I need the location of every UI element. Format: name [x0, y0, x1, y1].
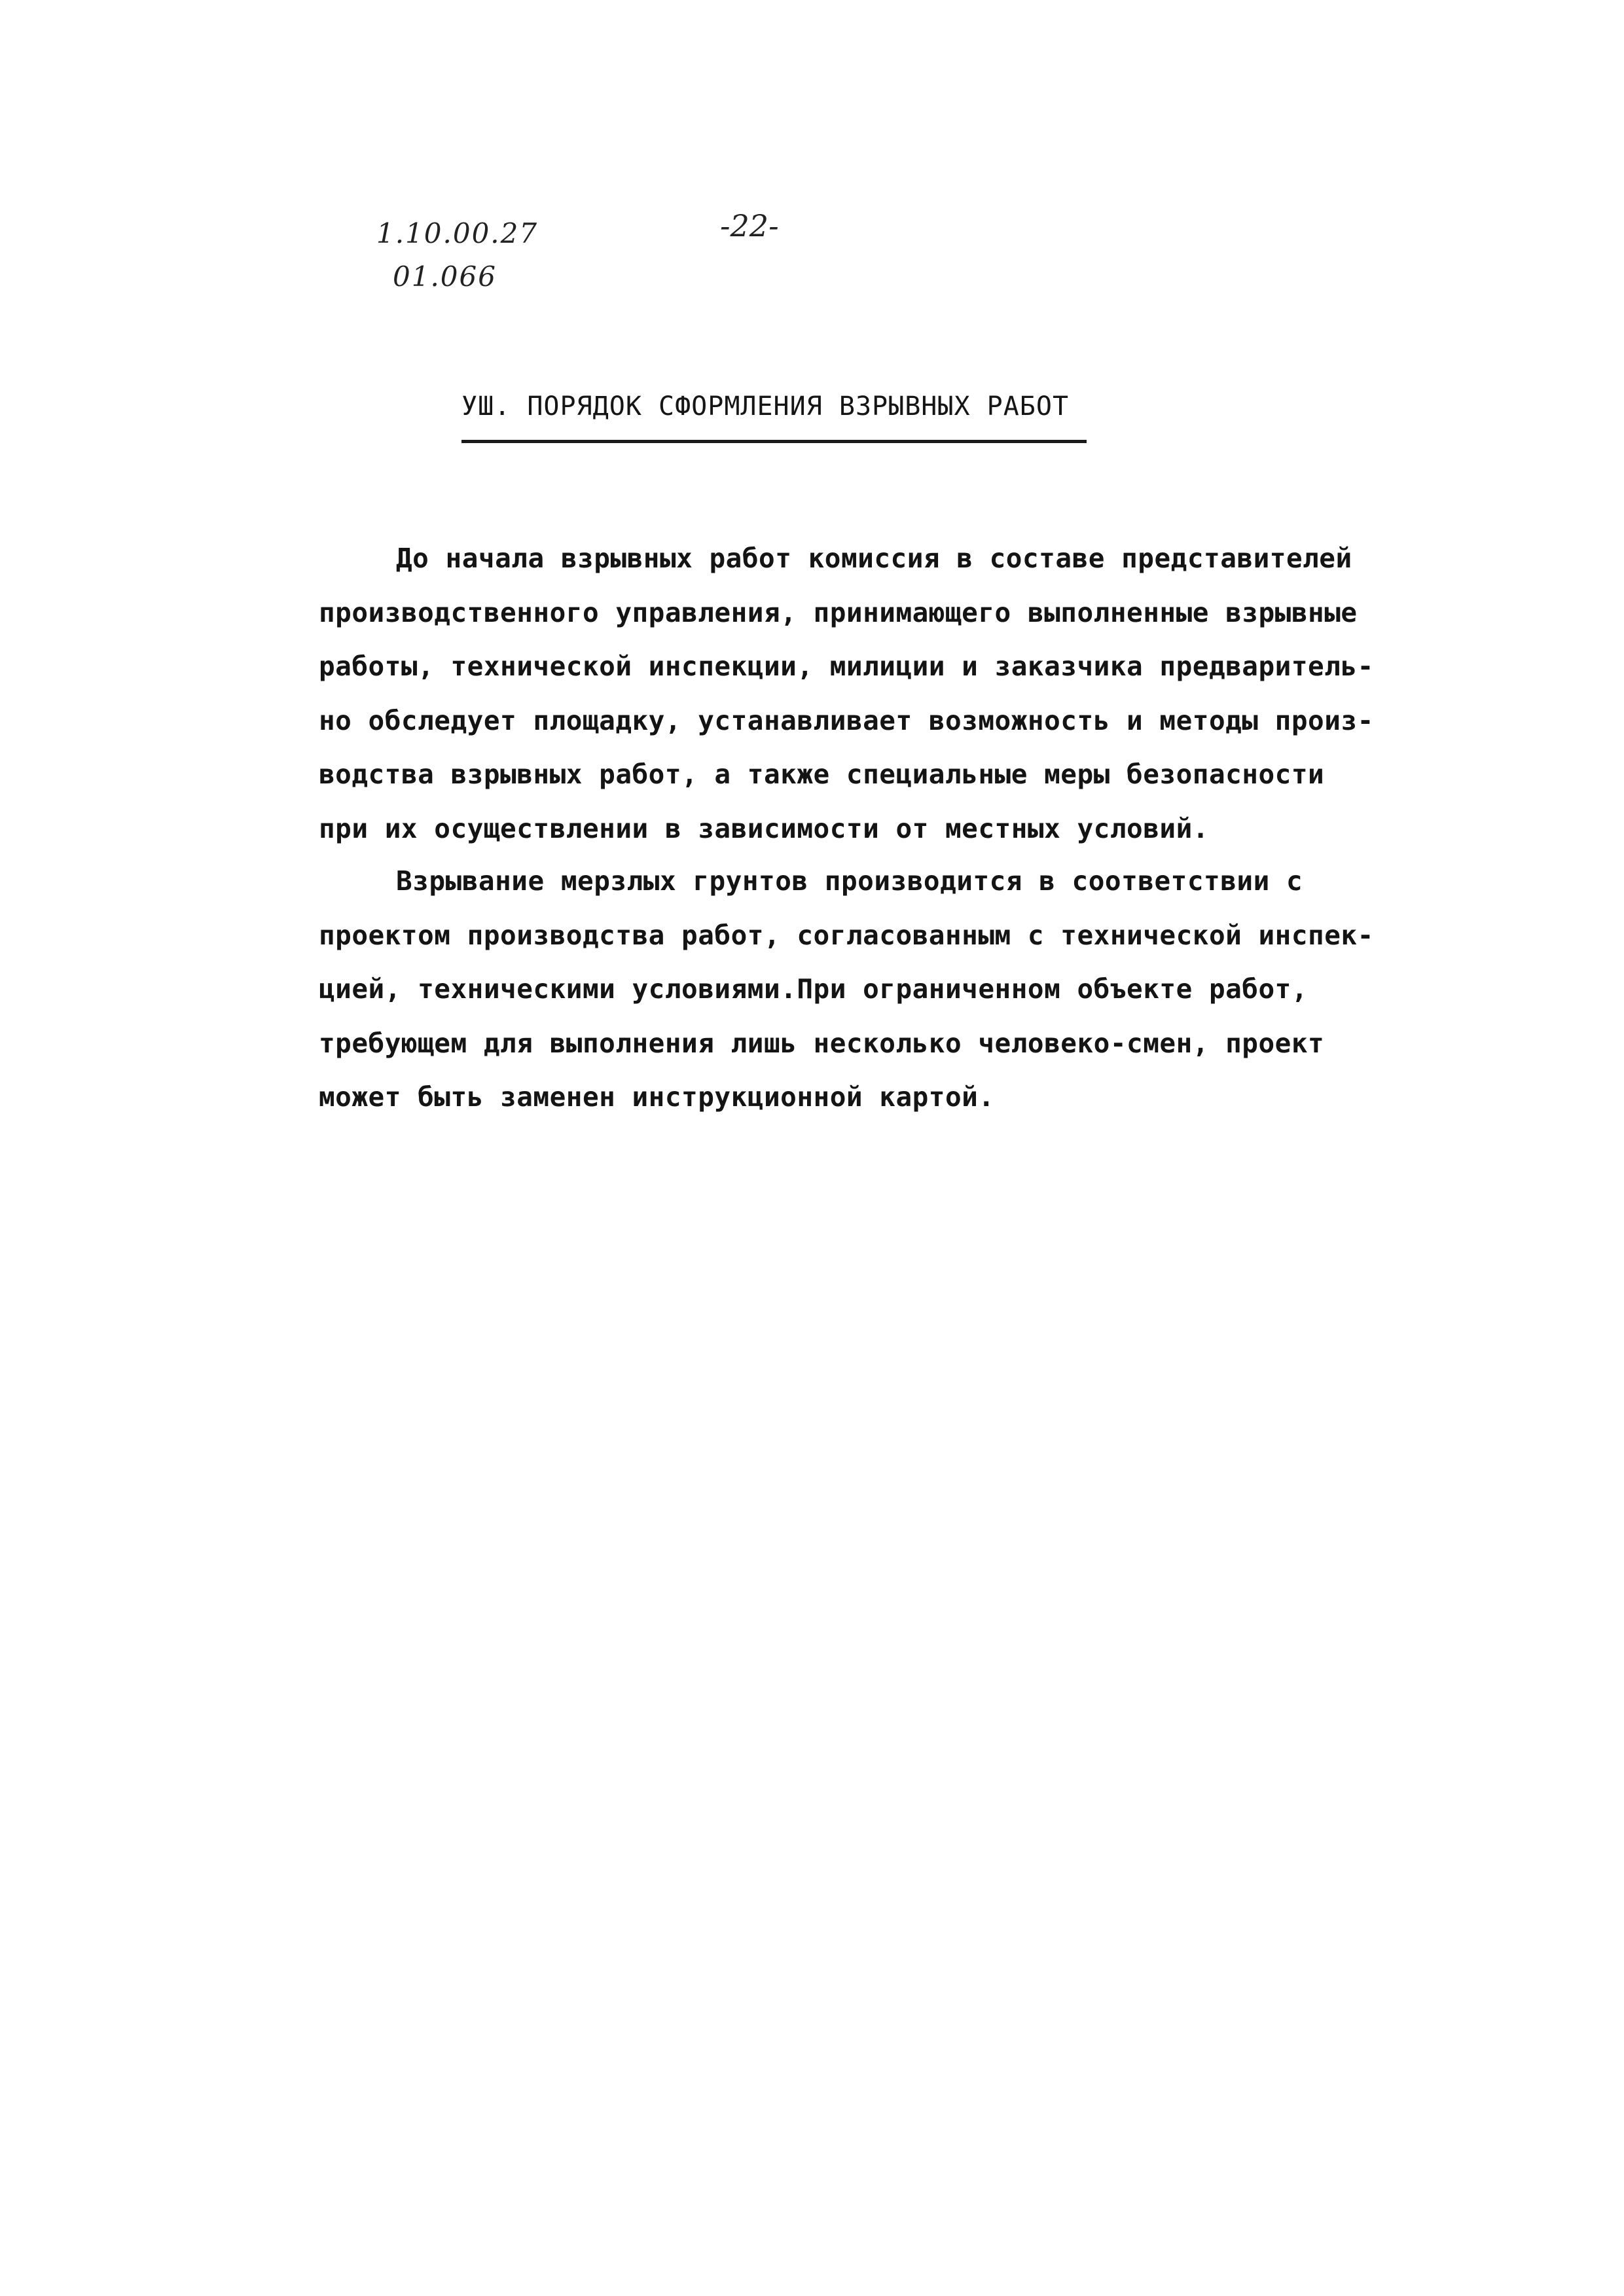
paragraph-1-line: водства взрывных работ, а также специальные меры безопасности	[319, 759, 1325, 790]
paragraph-2-line: проектом производства работ, согласованным с технической инспек-	[319, 919, 1374, 951]
document-code-line2: 01.066	[393, 260, 497, 293]
paragraph-2-line: требующем для выполнения лишь несколько человеко-смен, проект	[319, 1027, 1325, 1059]
paragraph-1	[319, 531, 1392, 855]
title-underline	[461, 440, 1087, 443]
paragraph-1-line: но обследует площадку, устанавливает возможность и методы произ-	[319, 704, 1374, 736]
paragraph-1-line: производственного управления, принимающего выполненные взрывные	[319, 596, 1358, 628]
paragraph-2	[319, 854, 1392, 1124]
section-title: УШ. ПОРЯДОК СФОРМЛЕНИЯ ВЗРЫВНЫХ РАБОТ	[461, 391, 1070, 422]
paragraph-1-line: работы, технической инспекции, милиции и заказчика предваритель-	[319, 651, 1374, 682]
page-number: -22-	[720, 208, 779, 243]
paragraph-1-line: при их осуществлении в зависимости от местных условий.	[319, 812, 1209, 844]
document-code-line1: 1.10.00.27	[376, 217, 539, 249]
paragraph-2-line: цией, техническими условиями.При ограниченном объекте работ,	[319, 973, 1308, 1005]
paragraph-1-line: До начала взрывных работ комиссия в составе представителей	[396, 543, 1352, 574]
paragraph-2-line: может быть заменен инструкционной картой.	[319, 1081, 995, 1113]
paragraph-2-line: Взрывание мерзлых грунтов производится в соответствии с	[396, 865, 1303, 897]
